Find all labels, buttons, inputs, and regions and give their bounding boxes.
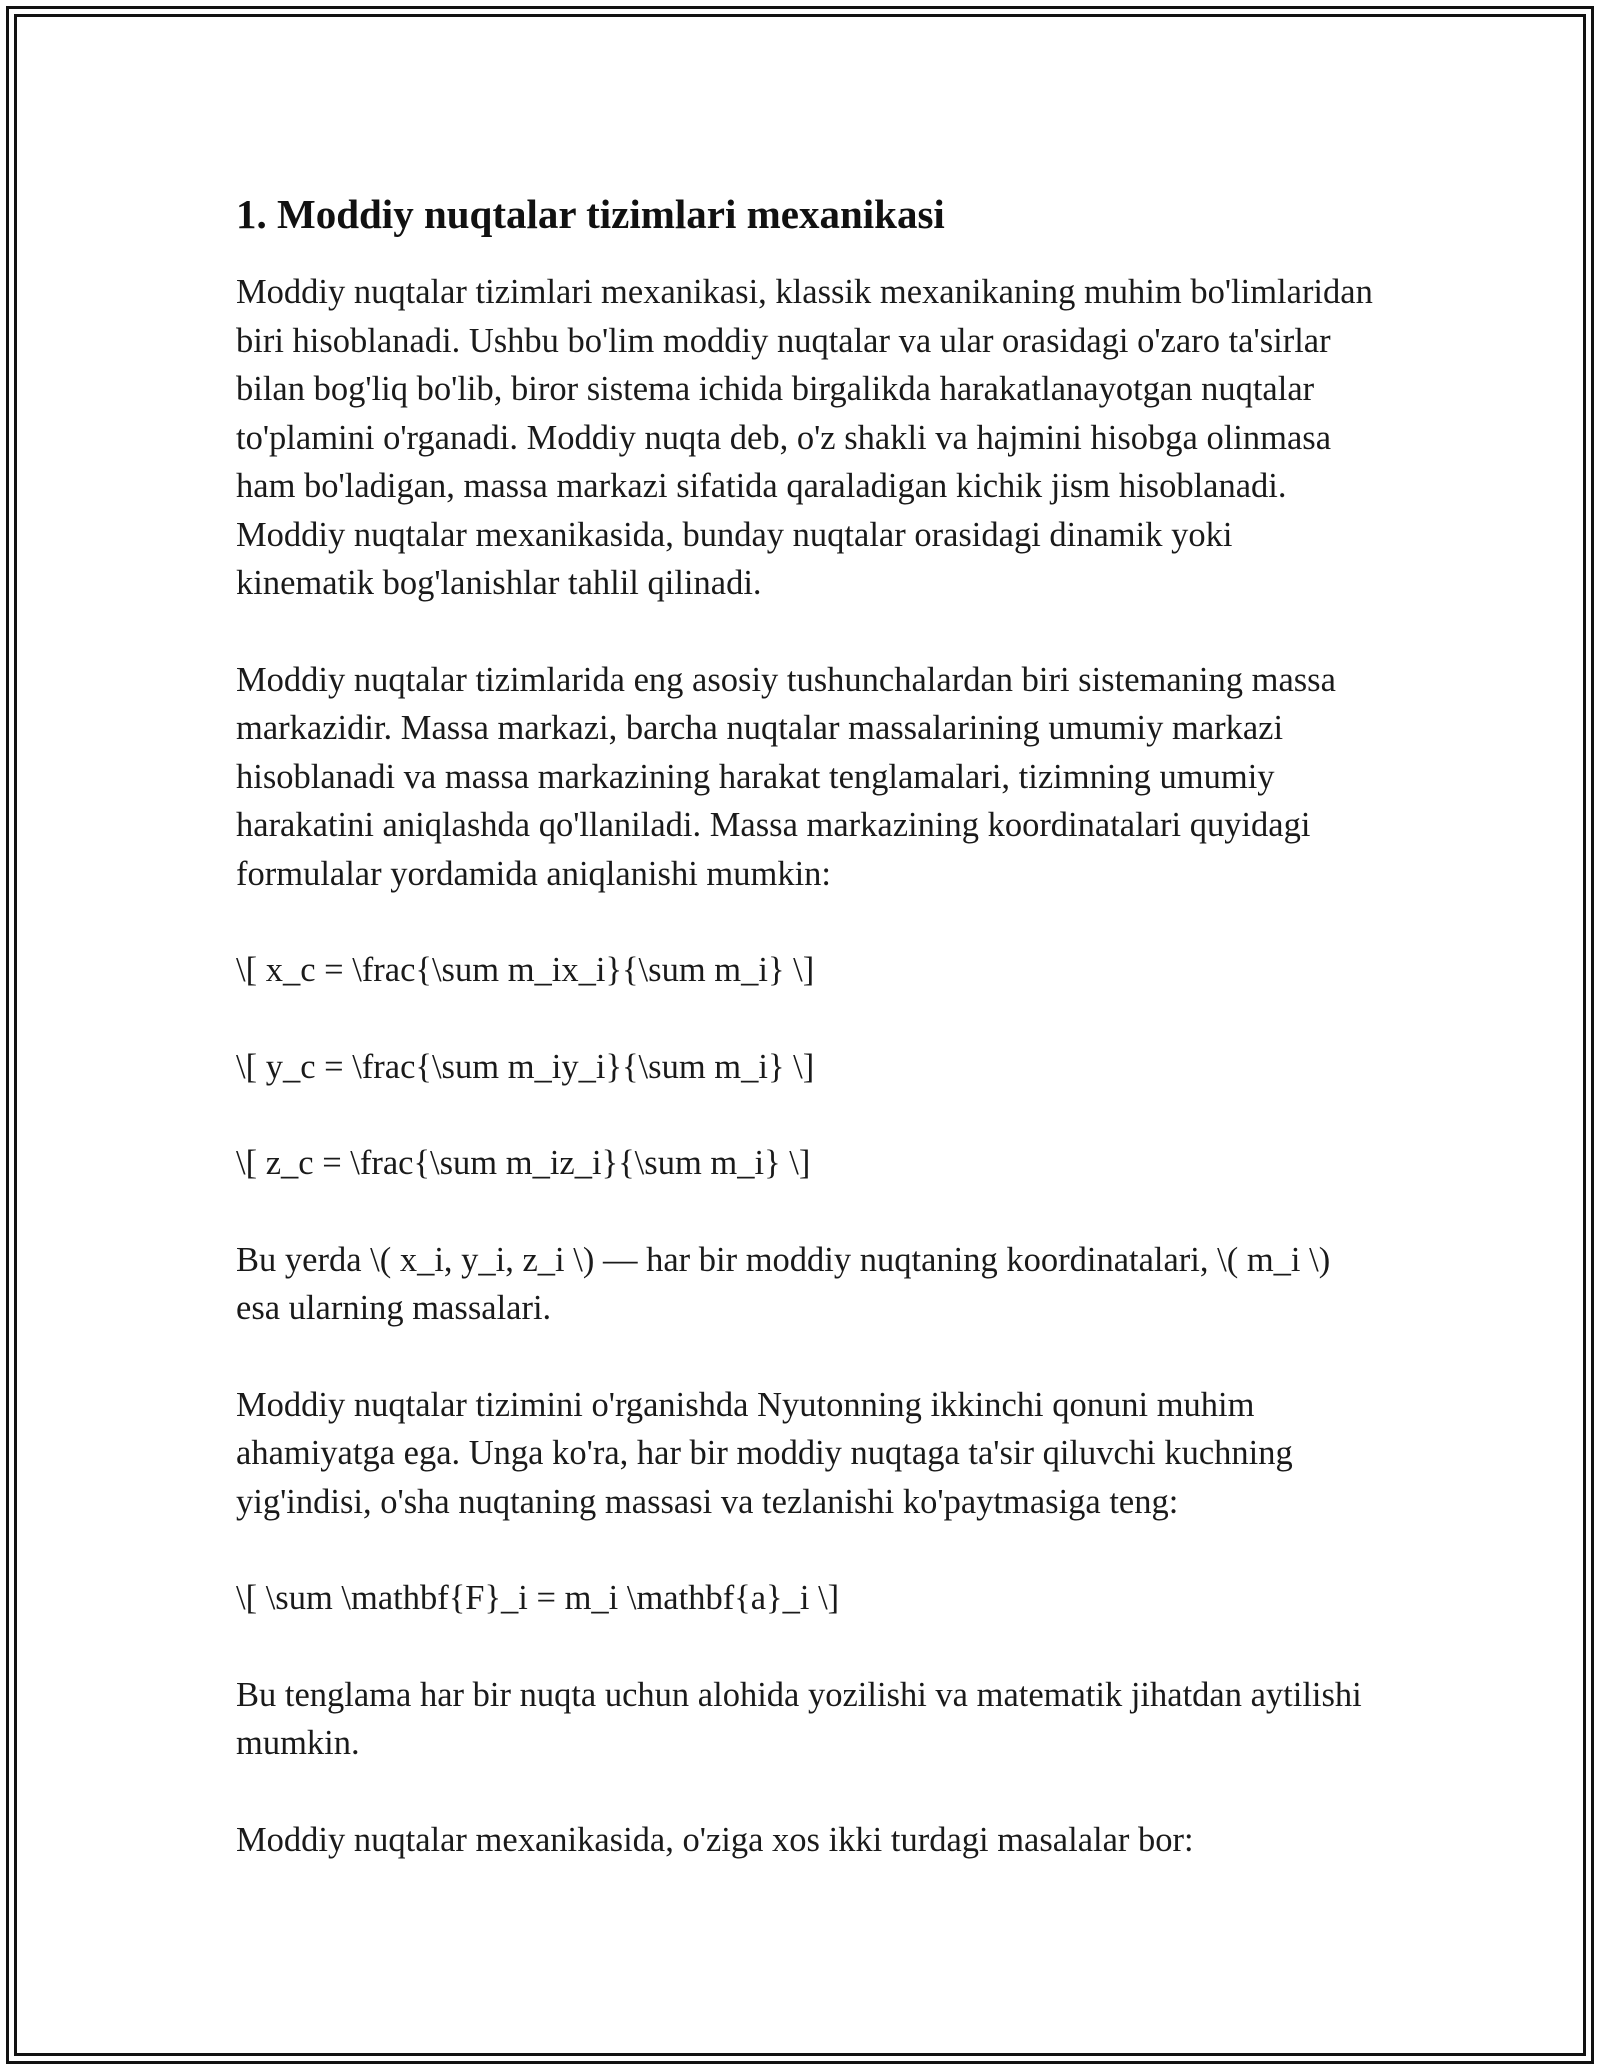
formula-zc: \[ z_c = \frac{\sum m_iz_i}{\sum m_i} \] bbox=[236, 1144, 811, 1182]
paragraph-intro: Moddiy nuqtalar tizimlari mexanikasi, klassik mexanikaning muhim bo'limlaridan biri hisoblanadi. Ushbu bo'lim moddiy nuqtalar va ular orasidagi o'zaro ta'sirlar bilan bog'liq bo'lib, biror sistema ichida birgalikda harakatlanayotgan nuqtalar to'plamini o'rganadi. Moddiy nuqta deb, o'z shakli va hajmini hisobga olinmasa ham bo'ladigan, massa markazi sifatida qaraladigan kichik jism hisoblanadi. Moddiy nuqtalar mexanikasida, bunday nuqtalar orasidagi dinamik yoki kinematik bog'lanishlar tahlil qilinadi. bbox=[236, 273, 1373, 602]
paragraph-definitions: Bu yerda \( x_i, y_i, z_i \) — har bir moddiy nuqtaning koordinatalari, \( m_i \) esa ularning massalari. bbox=[236, 1240, 1331, 1327]
paragraph-mass-center: Moddiy nuqtalar tizimlarida eng asosiy tushunchalardan biri sistemaning massa markazidir. Massa markazi, barcha nuqtalar massalarining umumiy markazi hisoblanadi va massa markazining harakat tenglamalari, tizimning umumiy harakatini aniqlashda qo'llaniladi. Massa markazining koordinatalari quyidagi formulalar yordamida aniqlanishi mumkin: bbox=[236, 660, 1336, 893]
paragraph-newton: Moddiy nuqtalar tizimini o'rganishda Nyutonning ikkinchi qonuni muhim ahamiyatga ega. Unga ko'ra, har bir moddiy nuqtaga ta'sir qiluvchi kuchning yig'indisi, o'sha nuqtaning massasi va tezlanishi ko'paytmasiga teng: bbox=[236, 1385, 1293, 1521]
formula-xc: \[ x_c = \frac{\sum m_ix_i}{\sum m_i} \] bbox=[236, 951, 815, 989]
formula-yc: \[ y_c = \frac{\sum m_iy_i}{\sum m_i} \] bbox=[236, 1047, 815, 1086]
paragraph-equation-note: Bu tenglama har bir nuqta uchun alohida yozilishi va matematik jihatdan aytilishi mumkin. bbox=[236, 1675, 1362, 1762]
formula-newton: \[ \sum \mathbf{F}_i = m_i \mathbf{a}_i \] bbox=[236, 1579, 840, 1617]
section-heading: 1. Moddiy nuqtalar tizimlari mexanikasi bbox=[236, 191, 945, 237]
document-body bbox=[236, 186, 1376, 1912]
paragraph-problem-types: Moddiy nuqtalar mexanikasida, o'ziga xos ikki turdagi masalalar bor: bbox=[236, 1820, 1194, 1859]
